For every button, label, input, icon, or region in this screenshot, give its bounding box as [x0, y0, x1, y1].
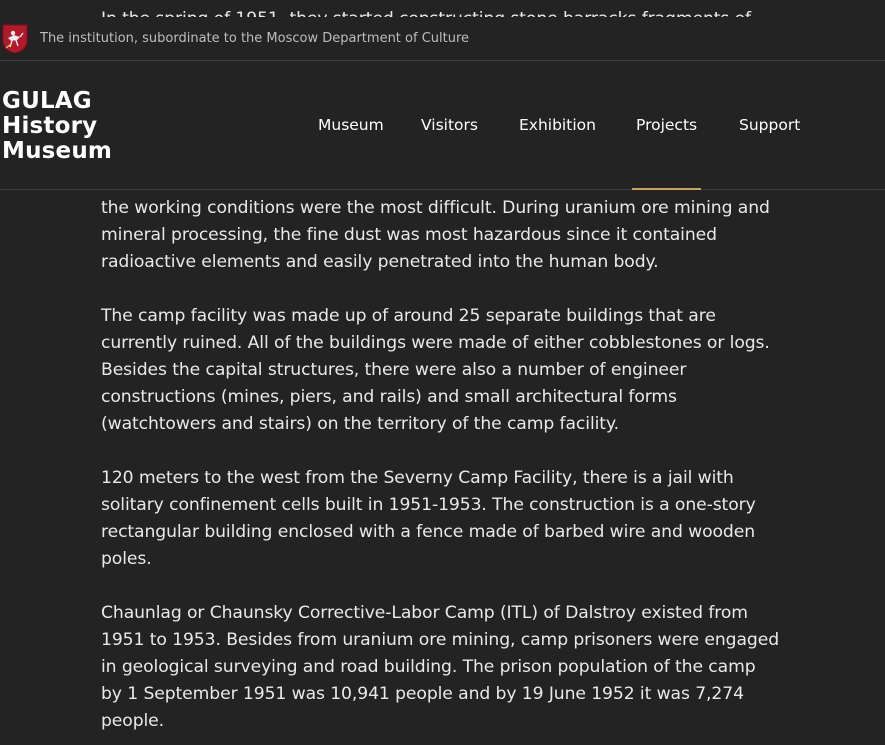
article-paragraph: 120 meters to the west from the Severny Camp Facility, there is a jail with solitary confinement cells built in 1951-1953. The construction is a one-story rectangular building enclosed with a fence made of barbed wire and wooden poles.: [101, 468, 756, 569]
logo-line: Museum: [2, 138, 113, 164]
department-text[interactable]: The institution, subordinate to the Moscow Department of Culture: [40, 31, 470, 46]
nav-item-visitors[interactable]: Visitors: [421, 116, 478, 134]
article-paragraph: Chaunlag or Chaunsky Corrective-Labor Camp (ITL) of Dalstroy existed from 1951 to 1953. Besides from uranium ore mining, camp prisoners were engaged in geological surveying and road building. The prison population of the camp by 1 September 1951 was 10,941 people and by 19 June 1952 it was 7,274 people.: [101, 603, 780, 731]
main-nav: [0, 61, 885, 189]
moscow-coat-of-arms-icon[interactable]: [2, 24, 28, 54]
article-paragraph: The camp facility was made up of around 25 separate buildings that are currently ruined. All of the buildings were made of either cobblestones or logs. Besides the capital structures, there were also a number of engineer constructions (mines, piers, and rails) and small architectural forms (watchtowers and stairs) on the territory of the camp facility.: [101, 306, 770, 434]
nav-item-exhibition[interactable]: Exhibition: [519, 116, 596, 134]
logo-line: GULAG: [2, 88, 92, 114]
logo-line: History: [2, 113, 98, 139]
nav-item-projects[interactable]: Projects: [636, 116, 698, 134]
site-header: [0, 61, 885, 190]
nav-item-museum[interactable]: Museum: [318, 116, 384, 134]
article-paragraph: the working conditions were the most difficult. During uranium ore mining and mineral processing, the fine dust was most hazardous since it contained radioactive elements and easily penetrated into the human body.: [101, 198, 770, 272]
nav-item-support[interactable]: Support: [739, 116, 801, 134]
department-bar: [0, 17, 885, 61]
